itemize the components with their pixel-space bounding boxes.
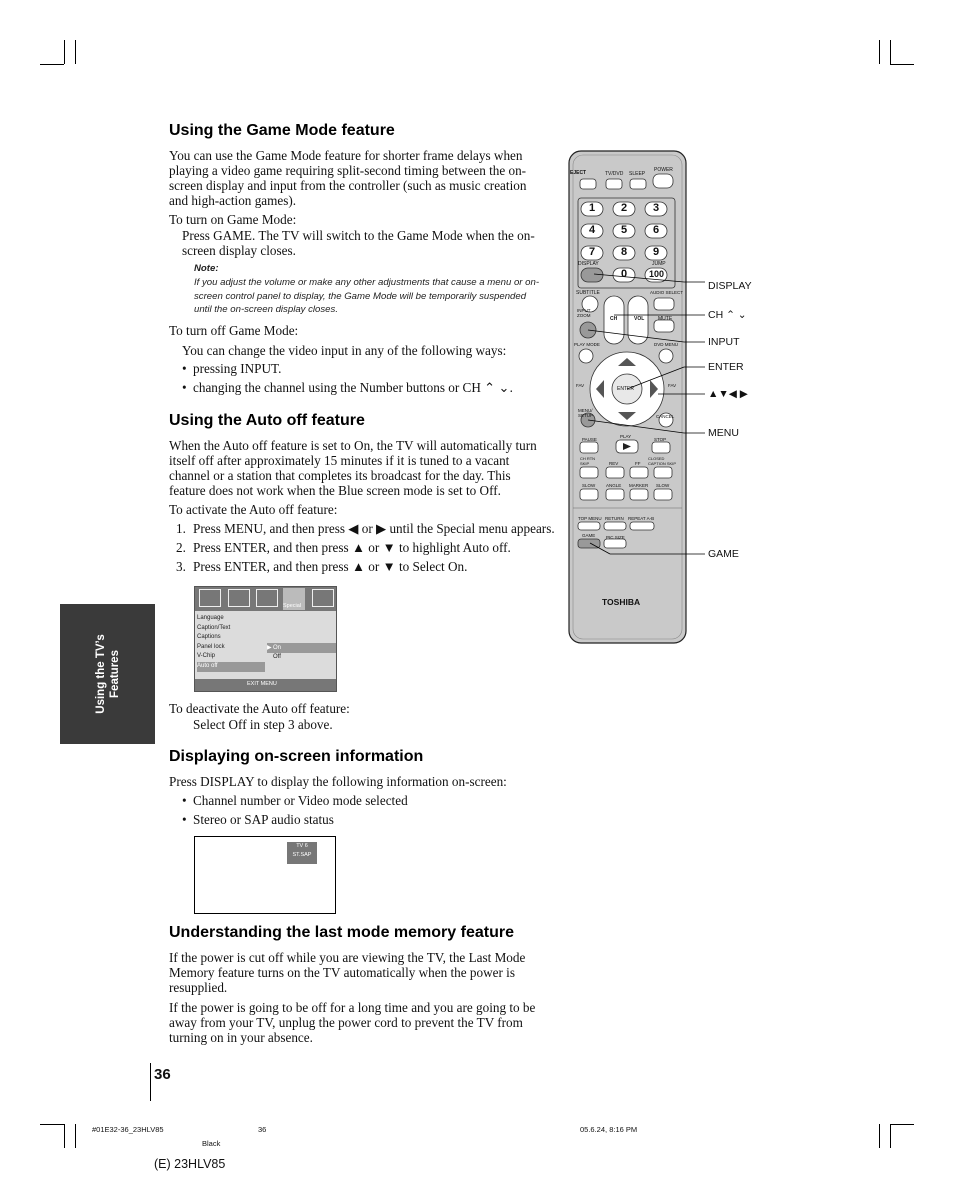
info-overlay xyxy=(287,842,317,864)
remote-key-5[interactable]: 5 xyxy=(621,224,628,236)
remote-playmode-label: PLAY MODE xyxy=(574,342,600,347)
remote-key-4[interactable]: 4 xyxy=(589,224,596,236)
setup-tab-icon xyxy=(256,589,278,607)
deactivate-text: Select Off in step 3 above. xyxy=(193,717,333,732)
remote-display-label: DISPLAY xyxy=(578,261,599,267)
sidebar-tab xyxy=(60,604,155,744)
turn-off-text: You can change the video input in any of the following ways: xyxy=(182,343,507,358)
info-line-2: ST.SAP xyxy=(292,852,312,858)
crop-mark xyxy=(40,1124,64,1125)
remote-stop-label: STOP xyxy=(654,437,667,442)
bullet: • xyxy=(182,793,187,808)
remote-vol-label: VOL xyxy=(634,316,645,322)
bullet: • xyxy=(182,361,187,376)
auto-off-step-2: Press ENTER, and then press ▲ or ▼ to highlight Auto off. xyxy=(193,540,511,555)
callout-ch: CH ⌃ ⌄ xyxy=(708,309,747,321)
remote-menu-label: MENU/ SETUP xyxy=(578,408,594,418)
remote-fav-up-label: FAV xyxy=(668,383,677,388)
footer-page: 36 xyxy=(258,1125,267,1134)
step-number: 2. xyxy=(176,540,186,555)
auto-off-intro: When the Auto off feature is set to On, the TV will automatically turn itself off after approximately 15 minutes if it is tuned to a vacant channel or a station that completes its broadcast for the day. This feature does not work when the Blue screen mode is set to Off. xyxy=(169,438,537,498)
last-mode-p1: If the power is cut off while you are viewing the TV, the Last Mode Memory feature turns on the TV automatically when the power is resupplied. xyxy=(169,950,526,995)
remote-input-label: INPUT ZOOM xyxy=(577,308,591,318)
remote-picsize-label: PIC SIZE xyxy=(606,535,625,540)
page-number: 36 xyxy=(154,1066,171,1083)
crop-mark xyxy=(879,1124,880,1148)
sidebar-tab-text xyxy=(94,634,122,713)
remote-slow-right-label: SLOW xyxy=(656,483,670,488)
remote-repeat-label: REPEAT A-B xyxy=(628,516,655,521)
remote-key-0[interactable]: 0 xyxy=(621,268,628,280)
display-info-intro: Press DISPLAY to display the following information on-screen: xyxy=(169,774,507,789)
option-off: Off xyxy=(273,654,281,660)
remote-marker-label: MARKER xyxy=(629,483,649,488)
last-mode-p2: If the power is going to be off for a long time and you are going to be away from your TV, unplug the power cord to prevent the TV from turning on in your absence. xyxy=(169,1000,536,1045)
remote-cc-label: CLOSED CAPTION SKIP xyxy=(648,456,677,466)
auto-off-step-3: Press ENTER, and then press ▲ or ▼ to Select On. xyxy=(193,559,468,574)
footer-model: (E) 23HLV85 xyxy=(154,1157,226,1171)
remote-brand: TOSHIBA xyxy=(602,597,641,607)
callout-display: DISPLAY xyxy=(708,280,752,292)
remote-game-label: GAME xyxy=(582,533,596,538)
footer-file: #01E32-36_23HLV85 xyxy=(92,1125,164,1134)
game-mode-intro: You can use the Game Mode feature for shorter frame delays when playing a video game requiring split-second timing between the on-screen display and input from the controller (such as music creation and high-action games). xyxy=(169,148,527,208)
activate-label: To activate the Auto off feature: xyxy=(169,502,338,517)
callout-menu: MENU xyxy=(708,427,739,439)
remote-key-7[interactable]: 7 xyxy=(589,246,596,258)
menu-footer: EXIT MENU xyxy=(247,681,277,687)
remote-chrtn-label: CH RTN SKIP xyxy=(580,456,596,466)
footer-date: 05.6.24, 8:16 PM xyxy=(580,1125,638,1134)
remote-jump-label: JUMP xyxy=(652,261,666,267)
crop-mark xyxy=(890,1124,891,1148)
crop-mark xyxy=(890,64,914,65)
deactivate-label: To deactivate the Auto off feature: xyxy=(169,701,350,716)
menu-item: Captions xyxy=(197,634,221,641)
turn-on-label: To turn on Game Mode: xyxy=(169,212,297,227)
crop-mark xyxy=(890,40,891,64)
remote-topmenu-label: TOP MENU xyxy=(578,516,602,521)
remote-key-2[interactable]: 2 xyxy=(621,202,628,214)
remote-pause-label: PAUSE xyxy=(582,437,597,442)
menu-item: V-Chip xyxy=(197,653,216,660)
crop-mark xyxy=(890,1124,914,1125)
game-mode-bullet-1: pressing INPUT. xyxy=(193,361,282,376)
crop-mark xyxy=(40,64,64,65)
crop-mark xyxy=(75,40,76,64)
heading-display-info: Displaying on-screen information xyxy=(169,748,424,765)
turn-off-label: To turn off Game Mode: xyxy=(169,323,299,338)
bullet: • xyxy=(182,380,187,395)
info-screen xyxy=(194,836,336,914)
remote-fav-down-label: FAV xyxy=(576,383,585,388)
auto-off-step-1: Press MENU, and then press ◀ or ▶ until the Special menu appears. xyxy=(193,521,555,536)
remote-dvdmenu-label: DVD MENU xyxy=(654,342,679,347)
remote-key-3[interactable]: 3 xyxy=(653,202,660,214)
heading-auto-off: Using the Auto off feature xyxy=(169,412,365,429)
display-bullet-1: Channel number or Video mode selected xyxy=(193,793,408,808)
remote-tvdvd-label: TV/DVD xyxy=(605,171,624,177)
footer-color: Black xyxy=(202,1139,221,1148)
remote-key-1[interactable]: 1 xyxy=(589,202,596,214)
picture-tab-icon xyxy=(199,589,221,607)
heading-game-mode: Using the Game Mode feature xyxy=(169,122,395,139)
remote-ch-label: CH xyxy=(610,316,618,322)
menu-item: Panel lock xyxy=(197,643,225,650)
remote-mute-label: MUTE xyxy=(658,316,673,322)
turn-on-text: Press GAME. The TV will switch to the Game Mode when the on-screen display closes. xyxy=(182,228,535,258)
remote-power-label: POWER xyxy=(654,167,673,173)
remote-subtitle-label: SUBTITLE xyxy=(576,290,600,296)
crop-mark xyxy=(75,1124,76,1148)
note-label: Note: xyxy=(194,263,219,274)
step-number: 3. xyxy=(176,559,186,574)
remote-key-9[interactable]: 9 xyxy=(653,246,660,258)
special-menu-screen xyxy=(194,586,337,692)
remote-rev-label: REV xyxy=(609,461,619,466)
remote-slow-left-label: SLOW xyxy=(582,483,596,488)
menu-item: Language xyxy=(197,615,224,621)
step-number: 1. xyxy=(176,521,186,536)
remote-eject-label: EJECT xyxy=(570,170,587,176)
remote-return-label: RETURN xyxy=(605,516,624,521)
crop-mark xyxy=(64,1124,65,1148)
sidebar-tab-line1: Using the TV’s xyxy=(94,634,107,714)
menu-tab-label: Special xyxy=(283,603,302,609)
menu-item: Caption/Text xyxy=(197,624,231,631)
option-on: On xyxy=(273,645,282,651)
remote-audio-label: AUDIO SELECT xyxy=(650,290,684,295)
note-text: If you adjust the volume or make any other adjustments that cause a menu or on-screen control panel to display, the Game Mode will be temporarily suspended until the on-screen display closes. xyxy=(194,277,540,315)
sidebar-tab-line2: Features xyxy=(108,650,121,698)
remote-key-6[interactable]: 6 xyxy=(653,224,660,236)
option-arrow: ▶ xyxy=(267,645,272,651)
display-bullet-2: Stereo or SAP audio status xyxy=(193,812,334,827)
remote-play-label: PLAY xyxy=(620,434,632,439)
callout-input: INPUT xyxy=(708,336,740,348)
locks-tab-icon xyxy=(312,589,334,607)
page-number-rule xyxy=(150,1063,151,1101)
callout-enter: ENTER xyxy=(708,361,744,373)
audio-tab-icon xyxy=(228,589,250,607)
remote-angle-label: ANGLE xyxy=(606,483,622,488)
remote-sleep-label: SLEEP xyxy=(629,171,646,177)
info-line-1: TV 6 xyxy=(296,843,308,849)
remote-key-100[interactable]: 100 xyxy=(649,269,665,279)
callout-arrows: ▲▼◀ ▶ xyxy=(708,388,748,400)
bullet: • xyxy=(182,812,187,827)
game-mode-bullet-2: changing the channel using the Number buttons or CH ⌃ ⌄. xyxy=(193,380,513,395)
remote-ff-label: FF xyxy=(635,461,641,466)
crop-mark xyxy=(64,40,65,64)
remote-exit-label: CANCEL xyxy=(656,414,675,419)
heading-last-mode: Understanding the last mode memory feature xyxy=(169,924,514,941)
callout-game: GAME xyxy=(708,548,739,560)
menu-items xyxy=(197,614,265,672)
remote-enter-label: ENTER xyxy=(617,386,634,392)
crop-mark xyxy=(879,40,880,64)
menu-item-selected: Auto off xyxy=(197,662,265,672)
remote-key-8[interactable]: 8 xyxy=(621,246,628,258)
